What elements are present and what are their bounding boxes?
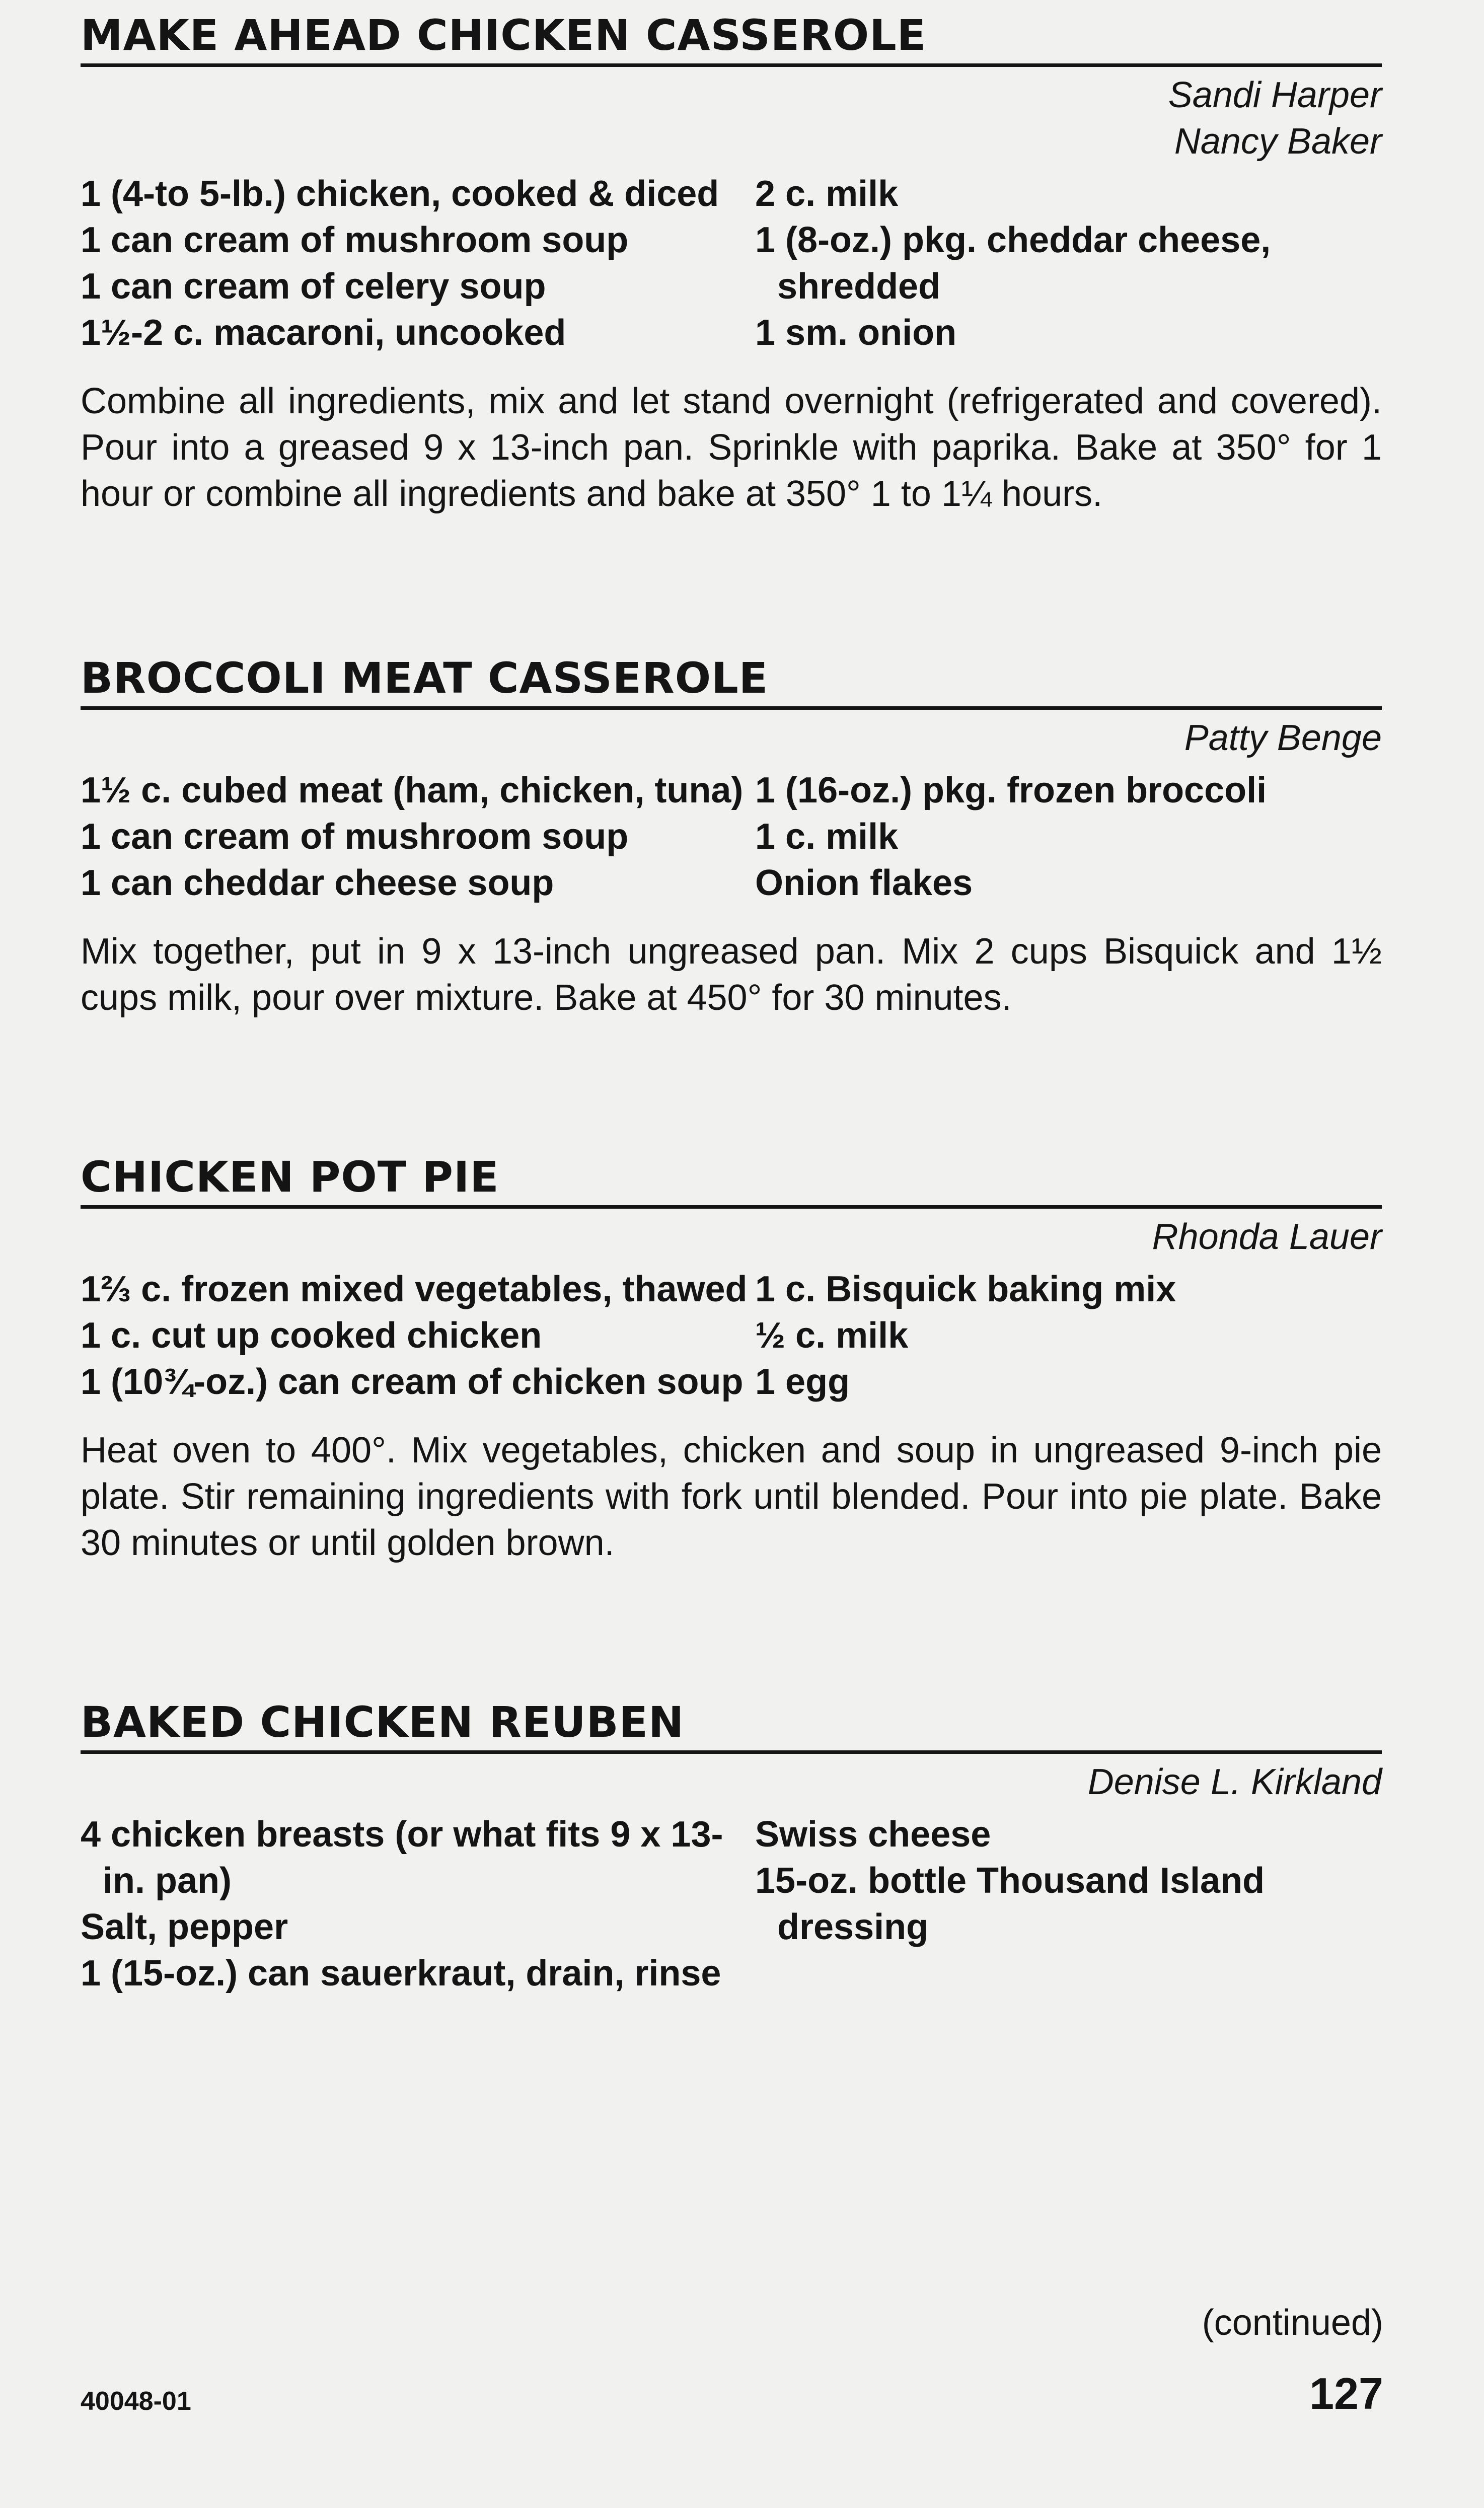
recipe-title: BROCCOLI MEAT CASSEROLE (81, 653, 769, 703)
title-rule (81, 1205, 1382, 1209)
page-number: 127 (1309, 2369, 1383, 2418)
ingredient-item: 1 (10¾-oz.) can cream of chicken soup (81, 1362, 744, 1402)
ingredient-item: 1½-2 c. macaroni, uncooked (81, 313, 566, 353)
ingredient-item: 1 can cream of mushroom soup (81, 220, 629, 260)
continued-note: (continued) (1202, 2303, 1383, 2343)
ingredient-column-right (755, 1266, 1382, 1405)
recipe-instructions: Combine all ingredients, mix and let stand overnight (refrigerated and covered). Pour into a greased 9 x 13-inch pan. Sprinkle with paprika. Bake at 350° for 1 hour or combine all ingredients and bake at 350° 1 to 1¼ hours. (81, 381, 1382, 514)
recipe-baked-chicken-reuben (81, 1697, 1382, 1997)
ingredient-item: 1 c. Bisquick baking mix (755, 1269, 1176, 1309)
ingredient-item: 1⅔ c. frozen mixed vegetables, thawed (81, 1269, 748, 1309)
recipe-instructions: Heat oven to 400°. Mix vegetables, chicken and soup in ungreased 9-inch pie plate. Stir remaining ingredients with fork until blended. Pour into pie plate. Bake 30 minutes or until golden brown. (81, 1430, 1382, 1563)
recipe-authors (81, 72, 1382, 165)
ingredient-item: 1 (8-oz.) pkg. cheddar cheese, shredded (755, 220, 1271, 307)
title-rule (81, 706, 1382, 710)
recipe-title: MAKE AHEAD CHICKEN CASSEROLE (81, 11, 927, 60)
ingredient-item: 1 can cheddar cheese soup (81, 863, 554, 903)
recipe-title: CHICKEN POT PIE (81, 1152, 499, 1202)
recipe-instructions: Mix together, put in 9 x 13-inch ungreased pan. Mix 2 cups Bisquick and 1½ cups milk, pour over mixture. Bake at 450° for 30 minutes. (81, 931, 1382, 1018)
ingredient-item: Swiss cheese (755, 1814, 991, 1855)
recipe-authors (81, 1214, 1382, 1260)
ingredient-column-left (81, 1266, 755, 1405)
recipe-title: BAKED CHICKEN REUBEN (81, 1698, 685, 1747)
ingredient-item: ½ c. milk (755, 1315, 909, 1356)
ingredient-item: 1 can cream of mushroom soup (81, 817, 629, 857)
footer-code: 40048-01 (81, 2387, 191, 2416)
recipe-authors (81, 715, 1382, 761)
ingredient-item: 1½ c. cubed meat (ham, chicken, tuna) (81, 770, 744, 810)
ingredient-item: 1 c. cut up cooked chicken (81, 1315, 542, 1356)
title-rule (81, 1750, 1382, 1754)
ingredient-list (81, 767, 1382, 906)
ingredient-item: Onion flakes (755, 863, 973, 903)
ingredient-item: 1 (16-oz.) pkg. frozen broccoli (755, 770, 1267, 810)
author-name: Sandi Harper (1168, 75, 1382, 115)
ingredient-list (81, 171, 1382, 356)
ingredient-item: 15-oz. bottle Thousand Island dressing (755, 1861, 1265, 1947)
ingredient-item: 1 (4-to 5-lb.) chicken, cooked & diced (81, 174, 719, 214)
ingredient-item: 2 c. milk (755, 174, 899, 214)
author-name: Nancy Baker (1174, 121, 1382, 162)
ingredient-column-right (755, 767, 1382, 906)
ingredient-item: 1 can cream of celery soup (81, 266, 546, 307)
ingredient-list (81, 1811, 1382, 1997)
ingredient-column-right (755, 1811, 1382, 1997)
recipes-container (81, 10, 1382, 1997)
ingredient-column-right (755, 171, 1382, 356)
author-name: Rhonda Lauer (1152, 1217, 1382, 1257)
title-rule (81, 63, 1382, 67)
recipe-make-ahead-chicken-casserole (81, 10, 1382, 517)
ingredient-item: 1 sm. onion (755, 313, 957, 353)
ingredient-column-left (81, 171, 755, 356)
ingredient-item: 1 (15-oz.) can sauerkraut, drain, rinse (81, 1953, 721, 1994)
recipe-chicken-pot-pie (81, 1152, 1382, 1566)
author-name: Denise L. Kirkland (1087, 1762, 1382, 1802)
ingredient-item: 4 chicken breasts (or what fits 9 x 13-in. pan) (81, 1814, 723, 1901)
recipe-authors (81, 1759, 1382, 1805)
author-name: Patty Benge (1184, 718, 1382, 758)
recipe-broccoli-meat-casserole (81, 653, 1382, 1021)
ingredient-item: Salt, pepper (81, 1907, 288, 1947)
ingredient-item: 1 c. milk (755, 817, 899, 857)
ingredient-column-left (81, 1811, 755, 1997)
ingredient-list (81, 1266, 1382, 1405)
ingredient-column-left (81, 767, 755, 906)
ingredient-item: 1 egg (755, 1362, 850, 1402)
